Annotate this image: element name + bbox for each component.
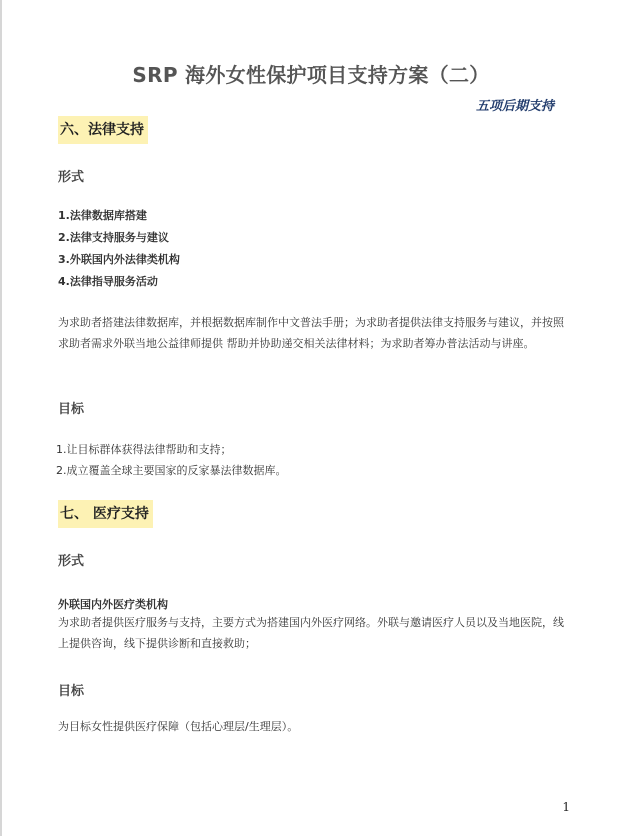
- list-item: 2.成立覆盖全球主要国家的反家暴法律数据库。: [56, 464, 287, 477]
- list-item: 4.法律指导服务活动: [58, 275, 158, 288]
- list-item: 2.法律支持服务与建议: [58, 231, 169, 244]
- document-subtitle: 五项后期支持: [475, 99, 554, 114]
- page-left-edge: [0, 0, 2, 836]
- section-6-form-label: 形式: [58, 170, 85, 185]
- list-item: 1.让目标群体获得法律帮助和支持；: [56, 443, 232, 456]
- page-number: 1: [562, 800, 570, 814]
- section-7-goal-text: 为目标女性提供医疗保障（包括心理层/生理层）。: [58, 720, 299, 733]
- section-7-heading: 七、 医疗支持: [58, 500, 153, 528]
- section-6-description: 为求助者搭建法律数据库，并根据数据库制作中文普法手册；为求助者提供法律支持服务与建议，并按照求助者需求外联当地公益律师提供 帮助并协助递交相关法律材料；为求助者筹办普法活动与讲座。: [58, 316, 564, 350]
- section-7-item-title: 外联国内外医疗类机构: [58, 598, 168, 611]
- section-6-items-list: [58, 205, 180, 293]
- section-7-description: 为求助者提供医疗服务与支持，主要方式为搭建国内外医疗网络。外联与邀请医疗人员以及当地医院，线上提供咨询，线下提供诊断和直接救助；: [58, 616, 564, 650]
- section-7-form-label: 形式: [58, 554, 85, 569]
- document-title: SRP 海外女性保护项目支持方案（二）: [132, 63, 490, 87]
- section-6-heading: 六、法律支持: [58, 116, 148, 144]
- list-item: 1.法律数据库搭建: [58, 209, 147, 222]
- section-6-goals-list: [56, 439, 287, 481]
- section-6-goal-label: 目标: [58, 402, 85, 417]
- section-7-goal-label: 目标: [58, 684, 85, 699]
- list-item: 3.外联国内外法律类机构: [58, 253, 180, 266]
